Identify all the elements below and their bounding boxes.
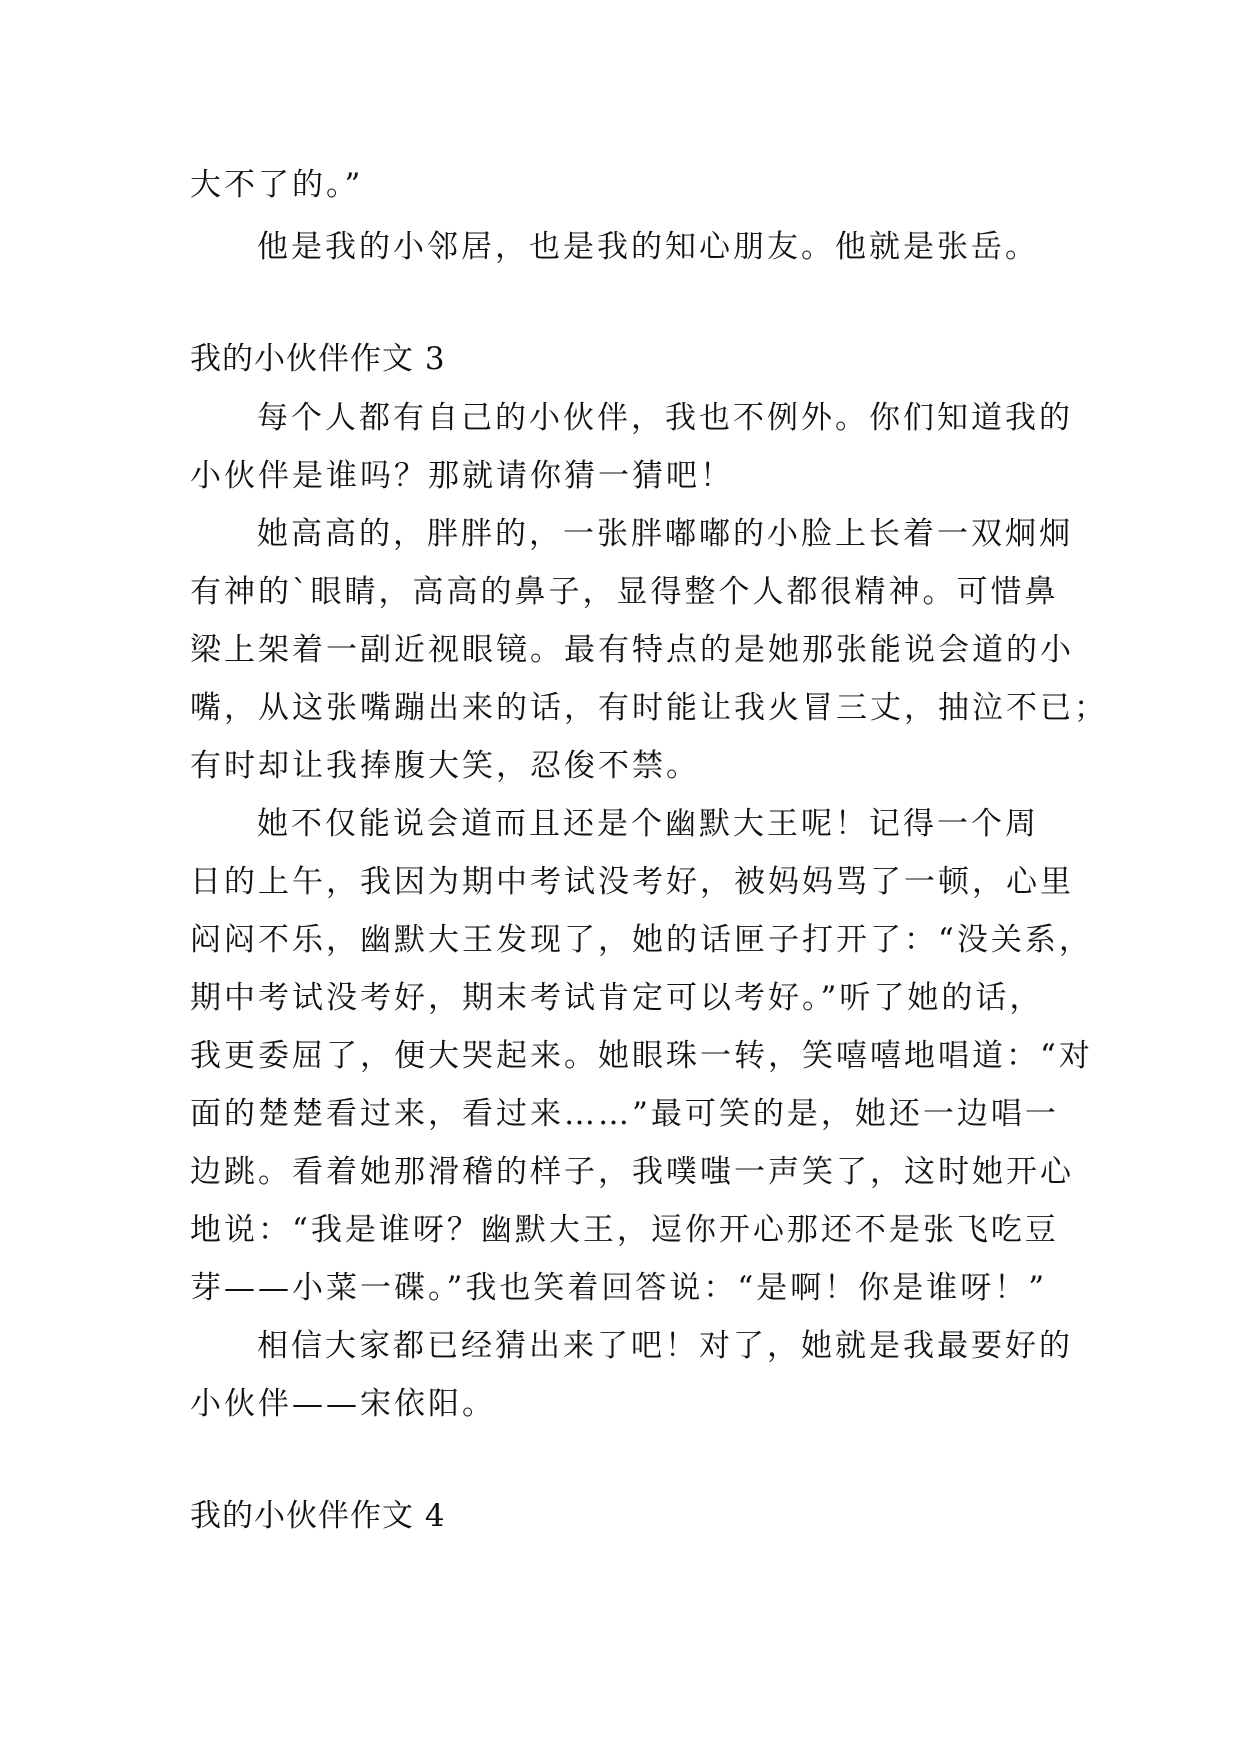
essay4-title: 我的小伙伴作文 4: [190, 1498, 446, 1534]
essay3-line-5: 梁上架着一副近视眼镜。最有特点的是她那张能说会道的小: [190, 632, 1074, 668]
essay3-line-1: 每个人都有自己的小伙伴，我也不例外。你们知道我的: [257, 400, 1073, 436]
essay3-line-9: 日的上午，我因为期中考试没考好，被妈妈骂了一顿，心里: [190, 864, 1074, 900]
essay3-line-3: 她高高的，胖胖的，一张胖嘟嘟的小脸上长着一双炯炯: [257, 516, 1073, 552]
essay3-line-10: 闷闷不乐，幽默大王发现了，她的话匣子打开了：“没关系，: [190, 922, 1093, 958]
essay3-line-16: 芽——小菜一碟。”我也笑着回答说：“是啊！你是谁呀！”: [190, 1270, 1048, 1306]
essay3-line-7: 有时却让我捧腹大笑，忍俊不禁。: [190, 748, 700, 784]
intro-paragraph: 他是我的小邻居，也是我的知心朋友。他就是张岳。: [257, 229, 1039, 265]
essay3-line-6: 嘴，从这张嘴蹦出来的话，有时能让我火冒三丈，抽泣不已；: [190, 690, 1108, 726]
essay3-line-17: 相信大家都已经猜出来了吧！对了，她就是我最要好的: [257, 1328, 1073, 1364]
essay3-line-15: 地说：“我是谁呀？幽默大王，逗你开心那还不是张飞吃豆: [190, 1212, 1059, 1248]
essay3-line-4: 有神的`眼睛，高高的鼻子，显得整个人都很精神。可惜鼻: [190, 574, 1059, 610]
essay3-line-18: 小伙伴——宋依阳。: [190, 1386, 496, 1422]
essay3-line-2: 小伙伴是谁吗？那就请你猜一猜吧！: [190, 458, 734, 494]
essay3-title: 我的小伙伴作文 3: [190, 341, 446, 377]
essay3-line-11: 期中考试没考好，期末考试肯定可以考好。”听了她的话，: [190, 980, 1044, 1016]
essay3-line-12: 我更委屈了，便大哭起来。她眼珠一转，笑嘻嘻地唱道：“对: [190, 1038, 1093, 1074]
essay3-line-13: 面的楚楚看过来，看过来……”最可笑的是，她还一边唱一: [190, 1096, 1059, 1132]
essay3-line-14: 边跳。看着她那滑稽的样子，我噗嗤一声笑了，这时她开心: [190, 1154, 1074, 1190]
essay3-line-8: 她不仅能说会道而且还是个幽默大王呢！记得一个周: [257, 806, 1039, 842]
intro-line-1: 大不了的。”: [190, 167, 364, 203]
